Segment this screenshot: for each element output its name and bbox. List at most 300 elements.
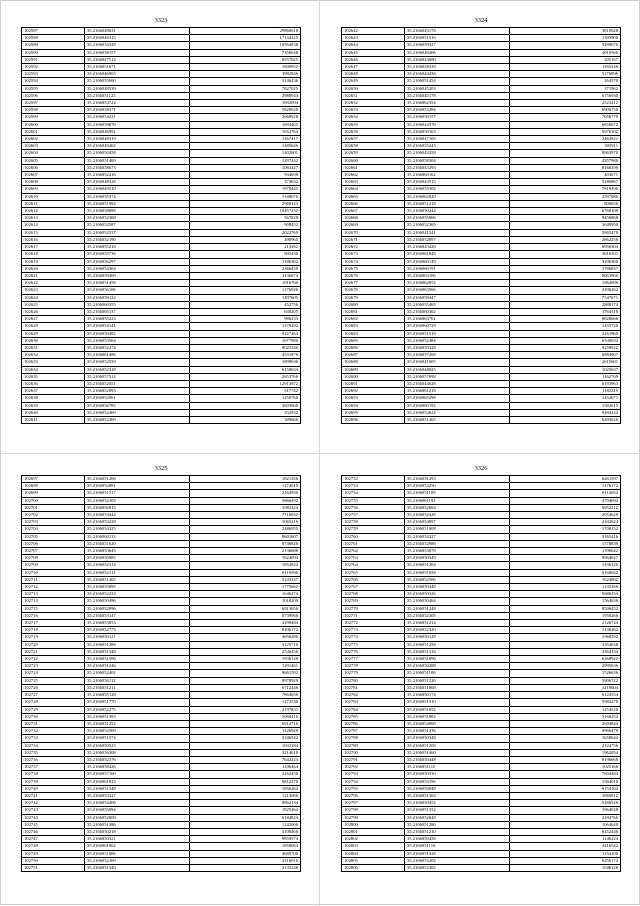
reference-cell: 35.2166053722 — [85, 100, 190, 107]
amount-cell: 6538634 — [510, 337, 621, 344]
reference-cell: 35.2166052061 — [85, 395, 190, 402]
table-row — [342, 706, 621, 713]
amount-cell: 5243147 — [190, 576, 301, 583]
amount-cell: 1106464 — [190, 764, 301, 771]
amount-cell: 5686254 — [510, 591, 621, 598]
amount-cell: 1077980 — [190, 337, 301, 344]
table-row — [22, 143, 301, 150]
row-id-cell: 102794 — [342, 778, 405, 785]
data-table — [341, 475, 621, 872]
table-row — [22, 692, 301, 699]
table-row — [22, 64, 301, 71]
amount-cell: 1025166 — [510, 764, 621, 771]
reference-cell: 35.2166050328 — [405, 344, 510, 351]
table-row — [342, 720, 621, 727]
amount-cell: 1186362 — [190, 258, 301, 265]
row-id-cell: 102635 — [22, 373, 85, 380]
row-id-cell: 102761 — [342, 540, 405, 547]
table-row — [22, 316, 301, 323]
row-id-cell: 102783 — [342, 699, 405, 706]
amount-cell: 1852824 — [190, 562, 301, 569]
reference-cell: 35.2166043680 — [405, 56, 510, 63]
reference-cell: 35.2166055660 — [85, 78, 190, 85]
reference-cell: 35.2166055128 — [85, 692, 190, 699]
table-row — [342, 193, 621, 200]
table-row — [342, 742, 621, 749]
table-row — [342, 836, 621, 843]
table-row — [342, 684, 621, 691]
row-id-cell: 102728 — [22, 699, 85, 706]
table-row — [22, 800, 301, 807]
table-row — [22, 828, 301, 835]
table-row — [22, 35, 301, 42]
reference-cell: 35.2166060162 — [405, 172, 510, 179]
reference-cell: 35.2166051058 — [405, 569, 510, 576]
amount-cell: 2366459 — [190, 265, 301, 272]
row-id-cell: 102679 — [342, 294, 405, 301]
reference-cell: 35.2166062020 — [405, 193, 510, 200]
table-row — [342, 670, 621, 677]
row-id-cell: 102648 — [342, 71, 405, 78]
table-row — [22, 28, 301, 35]
row-id-cell: 102589 — [22, 42, 85, 49]
row-id-cell: 102751 — [22, 864, 85, 871]
reference-cell: 35.2166050244 — [405, 208, 510, 215]
table-row — [22, 215, 301, 222]
amount-cell: 1958266 — [510, 612, 621, 619]
amount-cell: 1646274 — [190, 591, 301, 598]
amount-cell: 6914716 — [190, 720, 301, 727]
row-id-cell: 102749 — [22, 850, 85, 857]
reference-cell: 35.2166051908 — [405, 526, 510, 533]
reference-cell: 35.2166050163 — [405, 128, 510, 135]
row-id-cell: 102588 — [22, 35, 85, 42]
table-row — [22, 208, 301, 215]
row-id-cell: 102594 — [22, 78, 85, 85]
amount-cell: 2888174 — [510, 301, 621, 308]
row-id-cell: 102651 — [342, 92, 405, 99]
amount-cell: 1476172 — [510, 483, 621, 490]
reference-cell: 35.2166051328 — [405, 850, 510, 857]
row-id-cell: 102767 — [342, 584, 405, 591]
reference-cell: 35.2166059122 — [85, 294, 190, 301]
reference-cell: 35.2166051405 — [85, 576, 190, 583]
reference-cell: 35.2166041605 — [405, 359, 510, 366]
table-row — [22, 706, 301, 713]
row-id-cell: 102693 — [342, 395, 405, 402]
reference-cell: 35.2166057268 — [405, 352, 510, 359]
reference-cell: 35.2166056297 — [85, 258, 190, 265]
amount-cell: 8484224 — [510, 409, 621, 416]
reference-cell: 35.2166057514 — [85, 373, 190, 380]
amount-cell: 8828666 — [510, 316, 621, 323]
table-row — [22, 352, 301, 359]
table-row — [342, 337, 621, 344]
reference-cell: 35.2166058426 — [85, 764, 190, 771]
row-id-cell: 102786 — [342, 720, 405, 727]
row-id-cell: 102714 — [22, 598, 85, 605]
table-row — [342, 107, 621, 114]
amount-cell: 8227264 — [190, 330, 301, 337]
table-row — [342, 344, 621, 351]
table-row — [22, 344, 301, 351]
row-id-cell: 102597 — [22, 100, 85, 107]
reference-cell: 35.2166052469 — [85, 416, 190, 423]
amount-cell: 6493026 — [510, 416, 621, 423]
reference-cell: 35.2166050349 — [405, 555, 510, 562]
reference-cell: 35.2166052537 — [85, 229, 190, 236]
table-row — [22, 128, 301, 135]
reference-cell: 35.2166051246 — [85, 663, 190, 670]
table-row — [22, 136, 301, 143]
table-row — [22, 78, 301, 85]
table-row — [342, 663, 621, 670]
reference-cell: 35.2166062052 — [405, 280, 510, 287]
reference-cell: 35.2166051310 — [405, 699, 510, 706]
row-id-cell: 102744 — [22, 814, 85, 821]
table-row — [342, 294, 621, 301]
amount-cell: 1824094 — [190, 555, 301, 562]
reference-cell: 35.2166050128 — [405, 634, 510, 641]
row-id-cell: 102666 — [342, 200, 405, 207]
amount-cell: 1032184 — [190, 742, 301, 749]
amount-cell: 1025637 — [510, 366, 621, 373]
row-id-cell: 102762 — [342, 548, 405, 555]
amount-cell: 1564636 — [510, 598, 621, 605]
table-row — [342, 416, 621, 423]
reference-cell: 35.2166052506 — [405, 576, 510, 583]
row-id-cell: 102644 — [342, 42, 405, 49]
amount-cell: 374632 — [190, 179, 301, 186]
reference-cell: 35.2166051469 — [85, 157, 190, 164]
amount-cell: 2054628 — [510, 512, 621, 519]
table-row — [22, 301, 301, 308]
row-id-cell: 102616 — [22, 236, 85, 243]
row-id-cell: 102603 — [22, 143, 85, 150]
reference-cell: 35.2166048631 — [85, 28, 190, 35]
amount-cell: 3316016 — [190, 857, 301, 864]
table-row — [342, 35, 621, 42]
row-id-cell: 102723 — [22, 663, 85, 670]
row-id-cell: 102670 — [342, 229, 405, 236]
row-id-cell: 102731 — [22, 720, 85, 727]
table-row — [342, 388, 621, 395]
reference-cell: 35.2166051465 — [405, 416, 510, 423]
amount-cell: 2022769 — [190, 229, 301, 236]
row-id-cell: 102694 — [342, 402, 405, 409]
reference-cell: 35.2166065298 — [405, 395, 510, 402]
row-id-cell: 102730 — [22, 713, 85, 720]
amount-cell: 7864650 — [190, 692, 301, 699]
table-row — [22, 490, 301, 497]
table-row — [342, 179, 621, 186]
reference-cell: 35.2166051293 — [405, 476, 510, 483]
amount-cell: 3815628 — [510, 28, 621, 35]
amount-cell: 7627025 — [190, 85, 301, 92]
amount-cell: 2124756 — [510, 742, 621, 749]
amount-cell: 8862134 — [190, 800, 301, 807]
table-row — [342, 692, 621, 699]
amount-cell: 1136674 — [190, 272, 301, 279]
table-row — [342, 287, 621, 294]
row-id-cell: 102711 — [22, 576, 85, 583]
amount-cell: 4197831 — [190, 706, 301, 713]
amount-cell: 1964028 — [510, 807, 621, 814]
table-row — [22, 236, 301, 243]
reference-cell: 35.2166052112 — [85, 569, 190, 576]
table-row — [22, 735, 301, 742]
amount-cell: 9812276 — [190, 778, 301, 785]
row-id-cell: 102717 — [22, 620, 85, 627]
amount-cell: 264570 — [510, 78, 621, 85]
row-id-cell: 102790 — [342, 749, 405, 756]
reference-cell: 35.2166053202 — [405, 857, 510, 864]
amount-cell: 3146436 — [190, 78, 301, 85]
row-id-cell: 102747 — [22, 836, 85, 843]
amount-cell: 1063227 — [190, 164, 301, 171]
table-row — [22, 785, 301, 792]
amount-cell: 7056779 — [510, 114, 621, 121]
reference-cell: 35.2166043428 — [405, 244, 510, 251]
amount-cell: 4010566 — [510, 49, 621, 56]
table-row — [342, 764, 621, 771]
table-row — [342, 352, 621, 359]
row-id-cell: 102718 — [22, 627, 85, 634]
reference-cell: 35.2166043293 — [405, 164, 510, 171]
table-row — [342, 136, 621, 143]
row-id-cell: 102743 — [22, 807, 85, 814]
reference-cell: 35.2166052048 — [405, 814, 510, 821]
reference-cell: 35.2166051189 — [405, 490, 510, 497]
row-id-cell: 102669 — [342, 222, 405, 229]
amount-cell: 1775662 — [190, 584, 301, 591]
table-row — [342, 272, 621, 279]
reference-cell: 35.2166052416 — [85, 172, 190, 179]
reference-cell: 35.2166051332 — [405, 807, 510, 814]
amount-cell: 1154206 — [510, 850, 621, 857]
row-id-cell: 102631 — [22, 344, 85, 351]
row-id-cell: 102696 — [342, 416, 405, 423]
amount-cell: 9661592 — [190, 670, 301, 677]
row-id-cell: 102742 — [22, 800, 85, 807]
amount-cell: 5984278 — [510, 699, 621, 706]
row-id-cell: 102663 — [342, 179, 405, 186]
row-id-cell: 102773 — [342, 627, 405, 634]
amount-cell: 3354638 — [510, 641, 621, 648]
amount-cell: 7604484 — [510, 771, 621, 778]
reference-cell: 35.2166065137 — [85, 308, 190, 315]
table-row — [22, 107, 301, 114]
table-row — [22, 584, 301, 591]
amount-cell: 8739966 — [190, 612, 301, 619]
row-id-cell: 102657 — [342, 136, 405, 143]
table-row — [22, 121, 301, 128]
row-id-cell: 102620 — [22, 265, 85, 272]
table-row — [22, 555, 301, 562]
table-row — [22, 229, 301, 236]
amount-cell: 1660812 — [510, 792, 621, 799]
row-id-cell: 102622 — [22, 280, 85, 287]
reference-cell: 35.2166050048 — [405, 785, 510, 792]
row-id-cell: 102672 — [342, 244, 405, 251]
amount-cell: 1274619 — [190, 483, 301, 490]
table-row — [342, 301, 621, 308]
row-id-cell: 102758 — [342, 519, 405, 526]
reference-cell: 35.2166049462 — [85, 143, 190, 150]
table-row — [342, 699, 621, 706]
table-row — [342, 533, 621, 540]
row-id-cell: 102686 — [342, 344, 405, 351]
amount-cell: 1936128 — [190, 656, 301, 663]
table-row — [22, 778, 301, 785]
amount-cell: 6160042 — [510, 569, 621, 576]
row-id-cell: 102699 — [22, 490, 85, 497]
table-row — [342, 843, 621, 850]
row-id-cell: 102777 — [342, 656, 405, 663]
amount-cell: 1402601 — [190, 150, 301, 157]
reference-cell: 35.2166052368 — [85, 215, 190, 222]
table-row — [342, 821, 621, 828]
table-row — [22, 627, 301, 634]
reference-cell: 35.2166050288 — [405, 663, 510, 670]
row-id-cell: 102649 — [342, 78, 405, 85]
row-id-cell: 102656 — [342, 128, 405, 135]
row-id-cell: 102630 — [22, 337, 85, 344]
row-id-cell: 102759 — [342, 526, 405, 533]
amount-cell: 8506452 — [510, 605, 621, 612]
reference-cell: 35.2166059469 — [85, 272, 190, 279]
table-row — [22, 864, 301, 871]
reference-cell: 35.2166048539 — [85, 85, 190, 92]
panel-title: 3325 — [154, 465, 168, 472]
reference-cell: 35.2166051994 — [85, 200, 190, 207]
reference-cell: 35.2166051288 — [85, 641, 190, 648]
amount-cell: 1436326 — [510, 562, 621, 569]
table-row — [22, 416, 301, 423]
reference-cell: 35.2166051082 — [405, 713, 510, 720]
reference-cell: 35.2166052051 — [85, 380, 190, 387]
table-row — [22, 323, 301, 330]
row-id-cell: 102732 — [22, 728, 85, 735]
row-id-cell: 102615 — [22, 229, 85, 236]
table-row — [342, 512, 621, 519]
reference-cell: 35.2166053078 — [405, 548, 510, 555]
amount-cell: 1455726 — [510, 323, 621, 330]
amount-cell: 7642224 — [190, 756, 301, 763]
table-row — [342, 172, 621, 179]
amount-cell: 2462821 — [510, 136, 621, 143]
table-row — [22, 157, 301, 164]
row-id-cell: 102738 — [22, 771, 85, 778]
table-row — [342, 92, 621, 99]
table-row — [342, 814, 621, 821]
reference-cell: 35.2166054141 — [85, 323, 190, 330]
reference-cell: 35.2166051006 — [85, 850, 190, 857]
table-row — [342, 236, 621, 243]
table-row — [342, 402, 621, 409]
reference-cell: 35.2166047165 — [405, 136, 510, 143]
amount-cell: 1126928 — [190, 728, 301, 735]
reference-cell: 35.2166053645 — [85, 548, 190, 555]
reference-cell: 35.2166051458 — [85, 280, 190, 287]
reference-cell: 35.2166052773 — [85, 627, 190, 634]
amount-cell: 12913872 — [190, 380, 301, 387]
row-id-cell: 102654 — [342, 114, 405, 121]
amount-cell: 2164930 — [190, 490, 301, 497]
reference-cell: 35.2166052169 — [85, 857, 190, 864]
reference-cell: 35.2166052897 — [405, 236, 510, 243]
reference-cell: 35.2166051106 — [405, 670, 510, 677]
reference-cell: 35.2166051204 — [405, 562, 510, 569]
amount-cell: 5266526 — [510, 800, 621, 807]
reference-cell: 35.2166055374 — [85, 193, 190, 200]
reference-cell: 35.2166051418 — [405, 200, 510, 207]
horizontal-divider — [1, 453, 640, 454]
amount-cell: 8964627 — [510, 555, 621, 562]
row-id-cell: 102789 — [342, 742, 405, 749]
table-row — [22, 164, 301, 171]
row-id-cell: 102607 — [22, 172, 85, 179]
reference-cell: 35.2166053228 — [85, 519, 190, 526]
table-row — [22, 548, 301, 555]
row-id-cell: 102642 — [342, 28, 405, 35]
amount-cell: 7356048 — [190, 49, 301, 56]
reference-cell: 35.2166048025 — [405, 366, 510, 373]
reference-cell: 35.2166050174 — [405, 692, 510, 699]
amount-cell: 1250766 — [190, 395, 301, 402]
reference-cell: 35.2166055218 — [85, 244, 190, 251]
amount-cell: 317742 — [190, 388, 301, 395]
amount-cell: 452756 — [190, 301, 301, 308]
table-row — [22, 742, 301, 749]
amount-cell: 4656286 — [190, 634, 301, 641]
table-row — [342, 749, 621, 756]
amount-cell: 5866492 — [190, 497, 301, 504]
row-id-cell: 102646 — [342, 56, 405, 63]
amount-cell: 2597086 — [510, 193, 621, 200]
table-row — [342, 526, 621, 533]
row-id-cell: 102698 — [22, 483, 85, 490]
reference-cell: 35.2166052093 — [85, 388, 190, 395]
row-id-cell: 102624 — [22, 294, 85, 301]
row-id-cell: 102750 — [22, 857, 85, 864]
amount-cell: 6183963 — [510, 380, 621, 387]
table-row — [342, 280, 621, 287]
reference-cell: 35.2166063701 — [405, 316, 510, 323]
amount-cell: 2261960 — [510, 330, 621, 337]
table-row — [22, 258, 301, 265]
table-row — [342, 828, 621, 835]
row-id-cell: 102682 — [342, 316, 405, 323]
row-id-cell: 102793 — [342, 771, 405, 778]
table-row — [342, 735, 621, 742]
reference-cell: 35.2166053564 — [85, 337, 190, 344]
amount-cell: 1899636 — [190, 359, 301, 366]
reference-cell: 35.2166056785 — [85, 402, 190, 409]
amount-cell: 6756930 — [510, 92, 621, 99]
reference-cell: 35.2166052986 — [405, 540, 510, 547]
reference-cell: 35.2166051517 — [85, 490, 190, 497]
table-row — [22, 699, 301, 706]
amount-cell: 10564838 — [190, 42, 301, 49]
row-id-cell: 102641 — [22, 416, 85, 423]
row-id-cell: 102660 — [342, 157, 405, 164]
row-id-cell: 102726 — [22, 684, 85, 691]
row-id-cell: 102766 — [342, 576, 405, 583]
amount-cell: 1213066 — [190, 792, 301, 799]
table-row — [22, 620, 301, 627]
row-id-cell: 102687 — [342, 352, 405, 359]
